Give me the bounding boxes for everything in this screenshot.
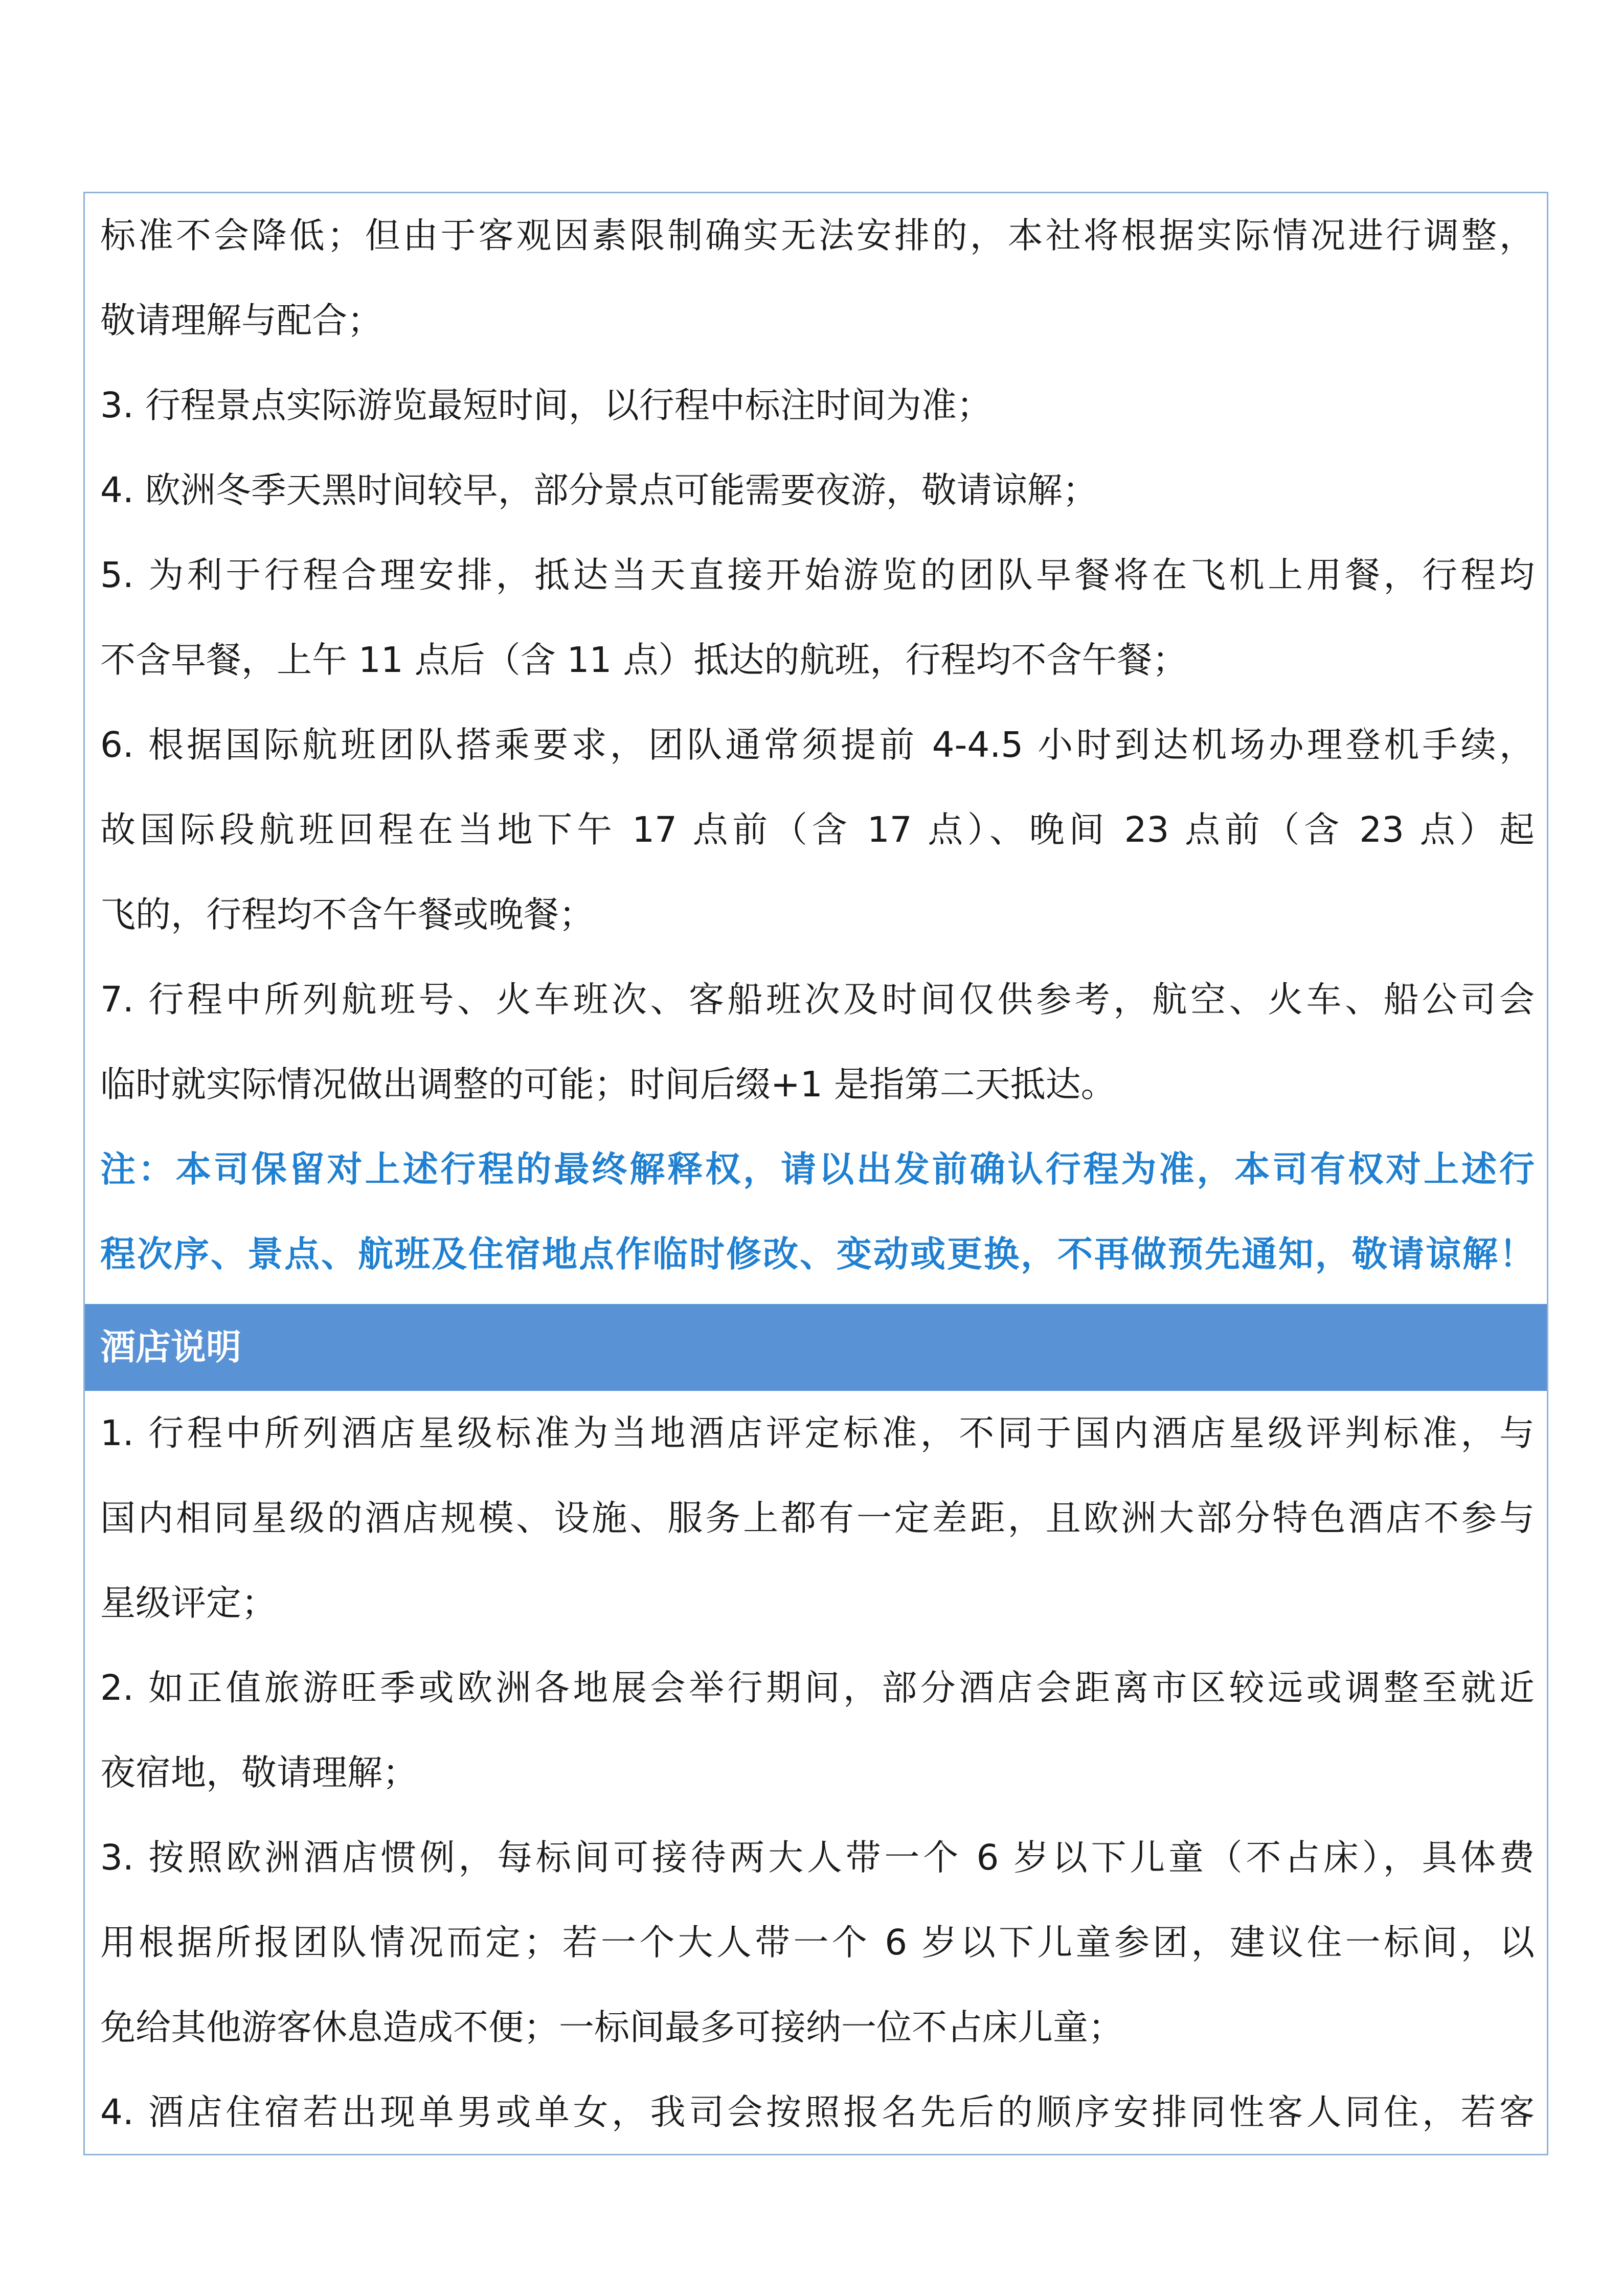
text-line: 4. 欧洲冬季天黑时间较早，部分景点可能需要夜游，敬请谅解； (100, 470, 1098, 511)
hotel-notes (100, 1391, 1535, 2155)
text-line: 国内相同星级的酒店规模、设施、服务上都有一定差距，且欧洲大部分特色酒店不参与 (100, 1498, 1535, 1539)
section-title: 酒店说明 (100, 1327, 241, 1368)
text-line: 临时就实际情况做出调整的可能；时间后缀+1 是指第二天抵达。 (100, 1064, 1116, 1105)
text-line: 1. 行程中所列酒店星级标准为当地酒店评定标准，不同于国内酒店星级评判标准，与 (100, 1413, 1535, 1454)
text-line: 故国际段航班回程在当地下午 17 点前（含 17 点）、晚间 23 点前（含 23 点）起 (100, 809, 1535, 850)
content-frame (83, 192, 1548, 2155)
text-line: 5. 为利于行程合理安排，抵达当天直接开始游览的团队早餐将在飞机上用餐，行程均 (100, 555, 1535, 596)
text-line: 用根据所报团队情况而定；若一个大人带一个 6 岁以下儿童参团，建议住一标间，以 (100, 1922, 1535, 1963)
text-line: 敬请理解与配合； (100, 300, 382, 341)
text-line: 3. 行程景点实际游览最短时间，以行程中标注时间为准； (100, 385, 992, 426)
text-line: 3. 按照欧洲酒店惯例，每标间可接待两大人带一个 6 岁以下儿童（不占床），具体费 (100, 1837, 1535, 1878)
disclaimer-note-line: 注：本司保留对上述行程的最终解释权，请以出发前确认行程为准，本司有权对上述行 (100, 1149, 1535, 1190)
text-line: 4. 酒店住宿若出现单男或单女，我司会按照报名先后的顺序安排同性客人同住，若客 (100, 2092, 1535, 2133)
text-line: 6. 根据国际航班团队搭乘要求，团队通常须提前 4-4.5 小时到达机场办理登机手续， (100, 725, 1535, 766)
text-line: 不含早餐，上午 11 点后（含 11 点）抵达的航班，行程均不含午餐； (100, 640, 1188, 681)
itinerary-notes (100, 193, 1535, 1297)
text-line: 飞的，行程均不含午餐或晚餐； (100, 894, 594, 935)
text-line: 夜宿地，敬请理解； (100, 1752, 418, 1793)
text-line: 星级评定； (100, 1583, 277, 1624)
text-line: 免给其他游客休息造成不便；一标间最多可接纳一位不占床儿童； (100, 2007, 1123, 2048)
text-line: 2. 如正值旅游旺季或欧洲各地展会举行期间，部分酒店会距离市区较远或调整至就近 (100, 1668, 1535, 1708)
text-line: 7. 行程中所列航班号、火车班次、客船班次及时间仅供参考，航空、火车、船公司会 (100, 979, 1535, 1020)
text-line: 标准不会降低；但由于客观因素限制确实无法安排的，本社将根据实际情况进行调整， (100, 215, 1535, 256)
disclaimer-note-line: 程次序、景点、航班及住宿地点作临时修改、变动或更换，不再做预先通知，敬请谅解！ (100, 1234, 1535, 1275)
hotel-section-header (85, 1304, 1547, 1391)
